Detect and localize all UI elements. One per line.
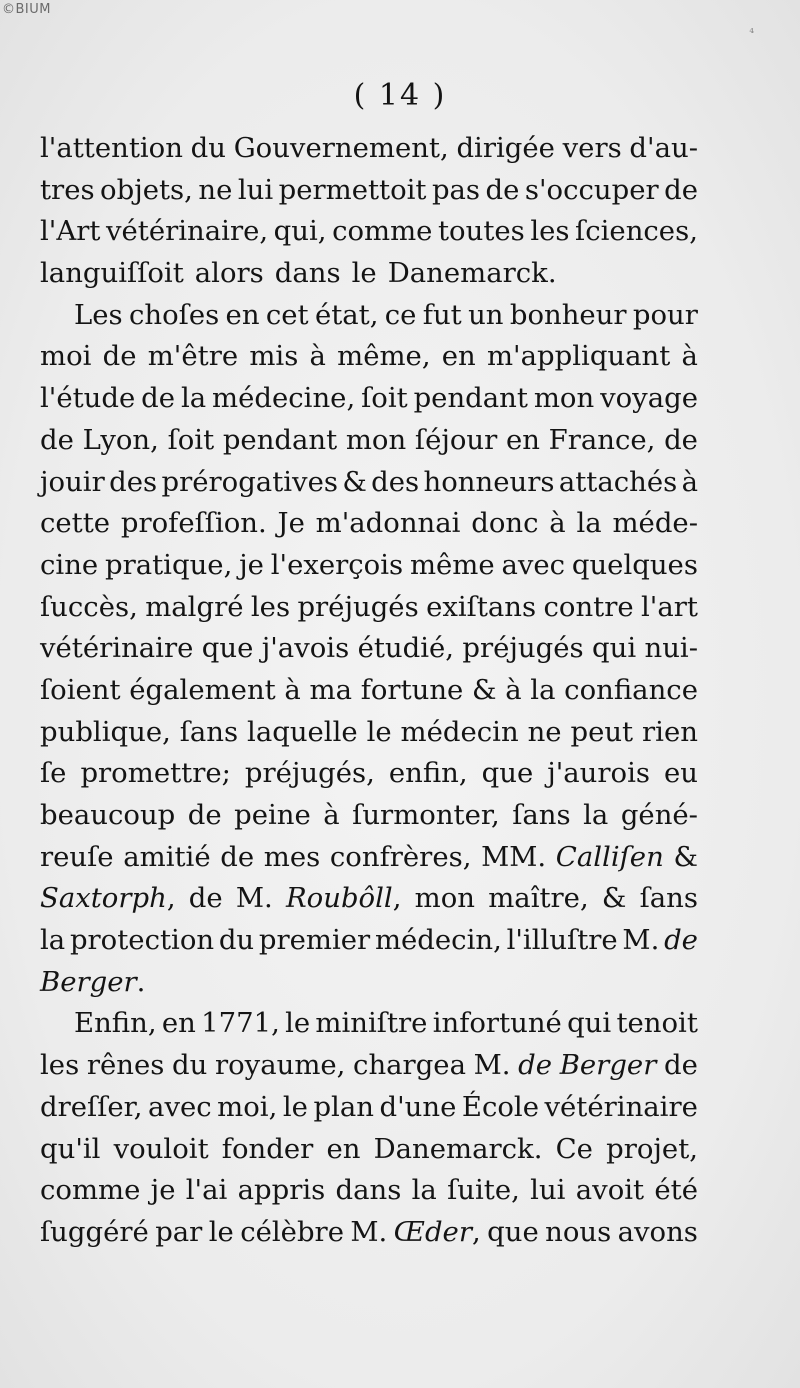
word: qui xyxy=(592,632,637,665)
word: mon xyxy=(533,382,595,415)
text-line xyxy=(40,1087,698,1129)
word: France, xyxy=(548,423,656,456)
word: confiance xyxy=(564,673,698,706)
word: mon xyxy=(345,423,407,456)
word: profeſſion. xyxy=(120,507,267,540)
word: vétérinaire xyxy=(544,1090,698,1123)
word: vouloit xyxy=(113,1132,209,1165)
word: donc xyxy=(471,507,539,540)
word: à xyxy=(309,340,326,373)
word: mes xyxy=(263,840,321,873)
word: ſuggéré xyxy=(40,1215,149,1248)
word: qu'il xyxy=(40,1132,101,1165)
word: du xyxy=(218,924,255,957)
word: dans xyxy=(274,257,341,290)
word: les xyxy=(530,215,570,248)
word: étudié, xyxy=(357,632,455,665)
word: à xyxy=(681,465,698,498)
word: fonder xyxy=(221,1132,314,1165)
word: du xyxy=(190,132,226,164)
word: à xyxy=(284,673,301,706)
word: le xyxy=(282,1090,308,1123)
word: l'Art xyxy=(40,215,101,248)
word: des xyxy=(371,465,420,498)
word: avons xyxy=(617,1215,698,1248)
word: d'une xyxy=(379,1090,457,1123)
word: objets, xyxy=(100,173,193,206)
word: que xyxy=(487,1215,539,1248)
text-line xyxy=(40,1170,698,1212)
word: miniſtre xyxy=(315,1007,428,1040)
word: publique, xyxy=(40,715,171,748)
word: comme xyxy=(40,1174,141,1207)
word: pendant xyxy=(222,423,338,456)
word: Danemarck. xyxy=(387,257,557,290)
word: alors xyxy=(194,257,264,290)
text-line xyxy=(40,753,698,795)
text-line xyxy=(40,295,698,337)
word: attachés xyxy=(558,465,678,498)
word: Œder, xyxy=(393,1215,481,1248)
text-line xyxy=(40,336,698,378)
word: maître, xyxy=(488,882,589,915)
word: de xyxy=(187,799,222,831)
word: jouir xyxy=(40,465,105,498)
word: ſurmonter, xyxy=(352,799,500,831)
word: par xyxy=(155,1215,203,1248)
text-line xyxy=(40,712,698,754)
word: les xyxy=(250,590,291,623)
word: médecine, xyxy=(212,382,356,415)
text-line xyxy=(40,962,698,1004)
word: de xyxy=(188,882,223,915)
word: ſoient xyxy=(40,673,121,706)
word: ce xyxy=(384,298,417,331)
word: de xyxy=(664,173,698,206)
word: lui xyxy=(237,173,274,206)
italic-text: de xyxy=(664,924,698,957)
word: Gouvernement, xyxy=(233,132,449,164)
word: état, xyxy=(314,298,379,331)
text-line xyxy=(40,170,698,212)
word: de xyxy=(664,1049,698,1082)
word: préjugés xyxy=(462,632,584,665)
word: vers xyxy=(562,132,622,164)
word: peine xyxy=(234,799,311,831)
word: à xyxy=(505,673,522,706)
word: cine xyxy=(40,548,99,581)
word: de xyxy=(485,173,520,206)
word: à xyxy=(681,340,698,373)
word: même, xyxy=(337,340,431,373)
word: choſes xyxy=(128,298,220,331)
word: que xyxy=(201,632,254,665)
word: l'art xyxy=(641,590,698,623)
word: & xyxy=(342,465,367,498)
word: infortuné xyxy=(432,1007,562,1040)
word: même xyxy=(409,548,495,581)
word: lui xyxy=(530,1174,566,1207)
text-line xyxy=(40,837,698,879)
word: nous xyxy=(545,1215,612,1248)
word: bonheur xyxy=(509,298,627,331)
word: qui xyxy=(567,1007,612,1040)
word: Danemarck. xyxy=(373,1132,543,1165)
word: de xyxy=(664,423,698,456)
word: royaume, xyxy=(214,1049,346,1082)
word: géné- xyxy=(620,799,698,831)
word: eu xyxy=(664,757,698,790)
italic-text: Roubôll xyxy=(285,882,393,915)
italic-text: Saxtorph xyxy=(40,882,167,915)
word: ſciences, xyxy=(575,215,698,248)
word: de xyxy=(102,340,137,373)
word: Ce xyxy=(555,1132,593,1165)
word: mon xyxy=(414,882,476,915)
word: en xyxy=(161,1007,196,1040)
word: je xyxy=(150,1174,176,1207)
word: laquelle xyxy=(247,715,358,748)
text-line xyxy=(40,462,698,504)
word: célèbre xyxy=(240,1215,344,1248)
word: promettre; xyxy=(80,757,231,790)
word: vétérinaire, xyxy=(105,215,269,248)
word: permettoit xyxy=(278,173,427,206)
word: en xyxy=(326,1132,361,1165)
text-line xyxy=(40,1212,698,1254)
word: Lyon, xyxy=(82,423,159,456)
word: ſe xyxy=(40,757,67,790)
word: pendant xyxy=(413,382,528,415)
text-line xyxy=(40,1003,698,1045)
italic-text: Calliſen xyxy=(555,840,664,873)
word: les xyxy=(40,1049,80,1082)
body-text xyxy=(40,128,698,1254)
italic-text: de xyxy=(518,1049,553,1082)
italic-text: Berger xyxy=(40,965,137,998)
word: également xyxy=(129,673,276,706)
word: tres xyxy=(40,173,95,206)
italic-text: Berger xyxy=(559,1049,657,1082)
text-line xyxy=(40,795,698,837)
word: cette xyxy=(40,507,111,540)
word xyxy=(560,1045,657,1087)
word: 1771, xyxy=(201,1007,280,1040)
word: Roubôll, xyxy=(285,882,402,915)
word: avoit xyxy=(575,1174,645,1207)
text-line xyxy=(40,920,698,962)
word: Enfin, xyxy=(74,1007,157,1040)
word: ma xyxy=(309,673,352,706)
word: École xyxy=(461,1090,539,1123)
word: l'illuſtre xyxy=(506,924,618,957)
word: pas xyxy=(431,173,481,206)
word: s'occuper xyxy=(524,173,659,206)
word: que xyxy=(481,757,534,790)
word: d'au- xyxy=(629,132,698,164)
word: voyage xyxy=(600,382,698,415)
word: Je xyxy=(277,507,305,540)
word: appris xyxy=(237,1174,326,1207)
word: m'adonnai xyxy=(315,507,461,540)
word: ne xyxy=(198,173,233,206)
word: le xyxy=(285,1007,311,1040)
word: je xyxy=(239,548,264,581)
italic-text: Œder xyxy=(393,1215,472,1248)
text-line xyxy=(40,670,698,712)
word: été xyxy=(654,1174,698,1207)
text-line xyxy=(40,587,698,629)
word: ſuite, xyxy=(447,1174,520,1207)
text-line xyxy=(40,545,698,587)
word: ſans xyxy=(512,799,571,831)
word: rien xyxy=(642,715,698,748)
word: languiſſoit xyxy=(40,257,184,290)
text-line xyxy=(40,128,698,170)
word: protection xyxy=(69,924,215,957)
word: nui- xyxy=(644,632,698,665)
word: le xyxy=(351,257,377,290)
word: peut xyxy=(570,715,634,748)
text-line xyxy=(40,628,698,670)
word: premier xyxy=(258,924,371,957)
corner-mark: ⁴ xyxy=(749,26,754,40)
word: Saxtorph, xyxy=(40,882,176,915)
word: l'ai xyxy=(185,1174,228,1207)
word: amitié xyxy=(123,840,211,873)
word: à xyxy=(323,799,340,831)
word: du xyxy=(172,1049,208,1082)
word: ſoit xyxy=(361,382,408,415)
text-line xyxy=(40,378,698,420)
word: j'avois xyxy=(261,632,350,665)
word: préjugés xyxy=(297,590,419,623)
word: l'attention xyxy=(40,132,183,164)
word: chargea xyxy=(353,1049,466,1082)
text-line xyxy=(40,878,698,920)
text-line xyxy=(40,211,698,253)
word: de xyxy=(141,382,176,415)
word: la xyxy=(180,382,207,415)
word: en xyxy=(441,340,476,373)
word: moi xyxy=(40,340,92,373)
word: exiſtans xyxy=(426,590,537,623)
word: de xyxy=(40,423,74,456)
word: de xyxy=(220,840,255,873)
word: l'étude xyxy=(40,382,136,415)
word: méde- xyxy=(612,507,698,540)
word: comme xyxy=(332,215,433,248)
word: la xyxy=(40,924,66,957)
word: la xyxy=(583,799,609,831)
word: honneurs xyxy=(423,465,555,498)
word: vétérinaire xyxy=(40,632,194,665)
word: dirigée xyxy=(456,132,555,164)
word: Les xyxy=(74,298,123,331)
word: le xyxy=(208,1215,234,1248)
word xyxy=(518,1045,552,1087)
word: pour xyxy=(632,298,698,331)
text-line xyxy=(40,253,698,295)
word: enfin, xyxy=(388,757,468,790)
word: la xyxy=(530,673,556,706)
word: beaucoup xyxy=(40,799,176,831)
word: ſoit xyxy=(167,423,215,456)
word: dans xyxy=(335,1174,402,1207)
word: en xyxy=(505,423,540,456)
word: fut xyxy=(422,298,462,331)
word: M. xyxy=(350,1215,388,1248)
word: j'aurois xyxy=(547,757,651,790)
word: m'être xyxy=(147,340,239,373)
page-number: ( 14 ) xyxy=(353,78,447,113)
word: moi, xyxy=(217,1090,278,1123)
text-line xyxy=(40,1129,698,1171)
word: un xyxy=(468,298,504,331)
library-watermark: ©BIUM xyxy=(2,2,51,17)
word: M. xyxy=(235,882,273,915)
word: cet xyxy=(265,298,309,331)
word: malgré xyxy=(145,590,244,623)
word: ſuccès, xyxy=(40,590,138,623)
word: mis xyxy=(249,340,299,373)
word: des xyxy=(109,465,158,498)
word: Berger. xyxy=(40,965,146,998)
word: M. xyxy=(622,924,660,957)
word: M. xyxy=(473,1049,511,1082)
word: & xyxy=(673,840,698,873)
word: tenoit xyxy=(616,1007,698,1040)
word: fortune xyxy=(360,673,464,706)
word: qui, xyxy=(273,215,327,248)
word: à xyxy=(549,507,566,540)
word: médecin xyxy=(400,715,519,748)
word: prérogatives xyxy=(161,465,338,498)
text-line xyxy=(40,1045,698,1087)
word: avec xyxy=(148,1090,212,1123)
word: rênes xyxy=(86,1049,165,1082)
word: médecin, xyxy=(374,924,502,957)
word: reuſe xyxy=(40,840,114,873)
word: l'exerçois xyxy=(270,548,404,581)
word: en xyxy=(225,298,260,331)
word: ne xyxy=(527,715,562,748)
word: ſans xyxy=(179,715,239,748)
word: & xyxy=(601,882,627,915)
word: pratique, xyxy=(104,548,233,581)
word: quelques xyxy=(571,548,698,581)
word: plan xyxy=(313,1090,374,1123)
word: dreſſer, xyxy=(40,1090,143,1123)
word: & xyxy=(472,673,497,706)
word: contre xyxy=(543,590,634,623)
text-line xyxy=(40,420,698,462)
word: projet, xyxy=(606,1132,698,1165)
word: MM. xyxy=(481,840,547,873)
word: confrères, xyxy=(329,840,472,873)
word: le xyxy=(366,715,392,748)
word: ſans xyxy=(639,882,698,915)
word: m'appliquant xyxy=(486,340,671,373)
word: préjugés, xyxy=(244,757,375,790)
word xyxy=(556,837,664,879)
word: ſéjour xyxy=(414,423,498,456)
word: toutes xyxy=(438,215,525,248)
word: la xyxy=(576,507,602,540)
word: la xyxy=(411,1174,437,1207)
word: avec xyxy=(501,548,566,581)
text-line xyxy=(40,503,698,545)
word xyxy=(664,920,698,962)
